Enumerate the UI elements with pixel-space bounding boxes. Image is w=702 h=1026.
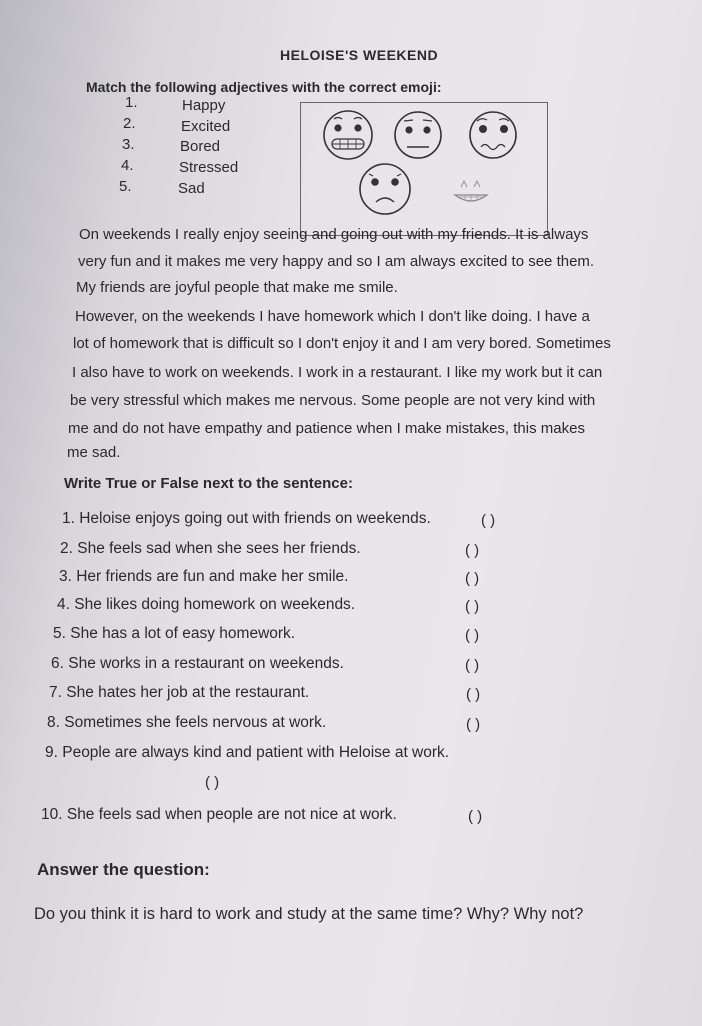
reading-line: My friends are joyful people that make me smile. [76,279,398,296]
tf-question-2: 2. She feels sad when she sees her friends. [60,540,361,557]
tf-question-6: 6. She works in a restaurant on weekends. [51,655,344,672]
adjective-sad: Sad [178,180,205,197]
answer-blank-6[interactable]: ( ) [465,657,480,674]
reading-line: lot of homework that is difficult so I don't enjoy it and I am very bored. Sometimes [73,335,611,352]
reading-line: I also have to work on weekends. I work in a restaurant. I like my work but it can [72,364,603,381]
tf-question-1: 1. Heloise enjoys going out with friends on weekends. [62,510,431,527]
answer-blank-10[interactable]: ( ) [468,808,483,825]
tf-question-3: 3. Her friends are fun and make her smile. [59,568,349,585]
answer-blank-9[interactable]: ( ) [205,774,220,791]
answer-blank-3[interactable]: ( ) [465,570,480,587]
emoji-box [300,102,548,236]
answer-blank-1[interactable]: ( ) [481,512,496,529]
tf-question-7: 7. She hates her job at the restaurant. [49,684,310,701]
reading-line: On weekends I really enjoy seeing and going out with my friends. It is always [79,226,589,243]
adjective-stressed: Stressed [179,159,239,176]
true-false-heading: Write True or False next to the sentence: [64,475,353,492]
happy-emoji-icon [455,181,487,201]
answer-blank-5[interactable]: ( ) [465,627,480,644]
tf-question-8: 8. Sometimes she feels nervous at work. [47,714,327,731]
worksheet-title: HELOISE'S WEEKEND [280,47,439,63]
answer-blank-8[interactable]: ( ) [466,716,481,733]
tf-question-9: 9. People are always kind and patient with Heloise at work. [45,744,450,761]
list-number: 3. [122,136,135,153]
reading-line: me sad. [67,444,121,461]
grimace-emoji-icon [324,111,372,159]
adjective-excited: Excited [181,118,231,135]
adjective-happy: Happy [182,97,226,114]
tf-question-5: 5. She has a lot of easy homework. [53,625,296,642]
bored-emoji-icon [395,112,441,158]
tf-question-10: 10. She feels sad when people are not nice at work. [41,806,397,823]
stressed-emoji-icon [470,112,516,158]
tf-question-4: 4. She likes doing homework on weekends. [57,596,356,613]
list-number: 5. [119,178,132,195]
reading-line: be very stressful which makes me nervous. Some people are not very kind with [70,392,596,409]
reading-line: However, on the weekends I have homework which I don't like doing. I have a [75,308,590,325]
answer-blank-2[interactable]: ( ) [465,542,480,559]
answer-blank-7[interactable]: ( ) [466,686,481,703]
open-question: Do you think it is hard to work and study at the same time? Why? Why not? [34,905,584,923]
answer-heading: Answer the question: [37,860,210,879]
answer-blank-4[interactable]: ( ) [465,598,480,615]
match-instruction: Match the following adjectives with the correct emoji: [86,79,442,95]
list-number: 1. [125,94,138,111]
reading-line: very fun and it makes me very happy and so I am always excited to see them. [78,253,595,270]
list-number: 4. [121,157,134,174]
sad-emoji-icon [360,164,410,214]
list-number: 2. [123,115,136,132]
reading-line: me and do not have empathy and patience when I make mistakes, this makes [68,420,585,437]
adjective-bored: Bored [180,138,221,155]
